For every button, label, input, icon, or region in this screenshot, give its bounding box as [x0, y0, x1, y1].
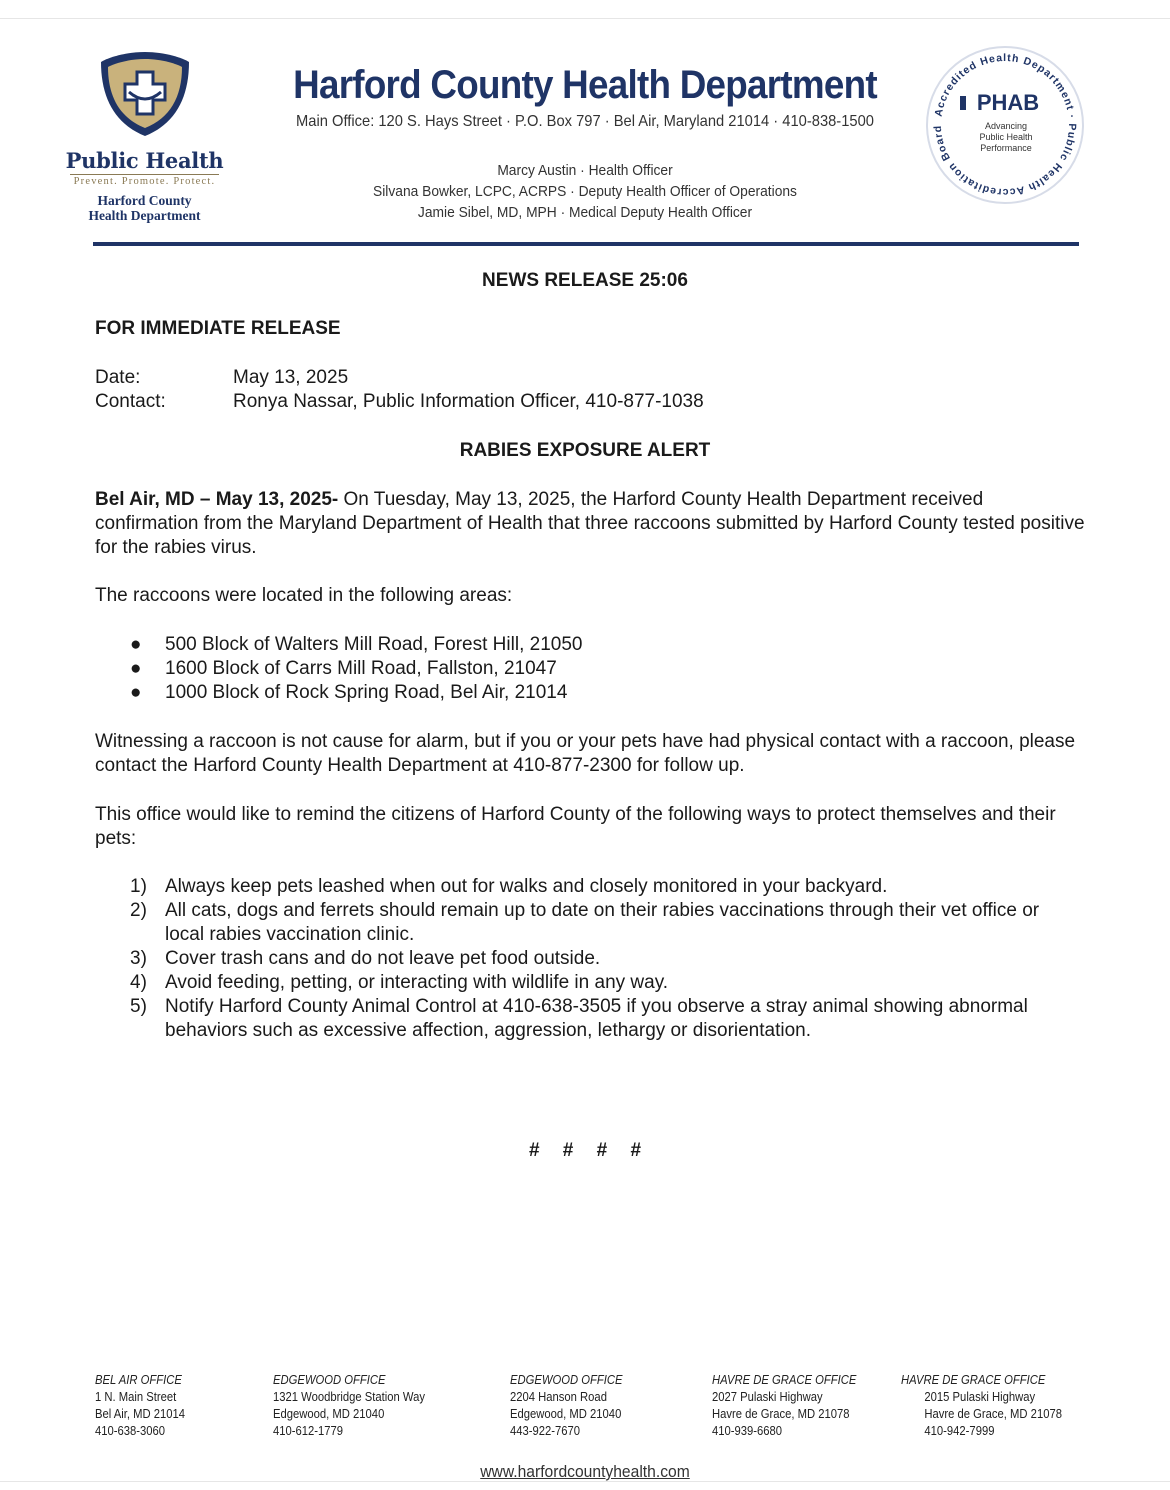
step-number: 2) [130, 900, 147, 921]
office-phone: 410-942-7999 [924, 1424, 995, 1438]
office-line1: 1321 Woodbridge Station Way [273, 1390, 425, 1404]
contact-value: Ronya Nassar, Public Information Officer, 410-877-1038 [233, 391, 704, 412]
office-name: HAVRE DE GRACE OFFICE [712, 1373, 857, 1387]
location-text: 500 Block of Walters Mill Road, Forest Hill, 21050 [165, 634, 583, 655]
dateline: Bel Air, MD – May 13, 2025- [95, 489, 339, 510]
headline: RABIES EXPOSURE ALERT [459, 440, 711, 461]
office-phone: 410-638-3060 [95, 1424, 166, 1438]
logo-dept-line2: Health Department [88, 208, 201, 223]
list-item [130, 971, 1080, 995]
office-phone: 443-922-7670 [510, 1424, 581, 1438]
officer-line: Jamie Sibel, MD, MPH · Medical Deputy Health Officer [417, 204, 753, 221]
location-text: 1600 Block of Carrs Mill Road, Fallston, 21047 [165, 658, 557, 679]
phab-seal [924, 44, 1086, 206]
contact-label: Contact: [95, 391, 166, 412]
logo-title: Public Health [65, 148, 224, 173]
step-number: 4) [130, 972, 147, 993]
list-item [130, 995, 1080, 1043]
office-line1: 2027 Pulaski Highway [712, 1390, 823, 1404]
paragraph-reminder: This office would like to remind the citizens of Harford County of the following ways to protect themselves and their pets: [95, 804, 1056, 849]
step-number: 1) [130, 876, 147, 897]
safety-steps [130, 875, 1080, 1043]
list-item [130, 899, 1080, 947]
office-name: EDGEWOOD OFFICE [510, 1373, 623, 1387]
office-name: BEL AIR OFFICE [95, 1373, 182, 1387]
officer-line: Silvana Bowker, LCPC, ACRPS · Deputy Health Officer of Operations [373, 183, 797, 200]
office-line2: Havre de Grace, MD 21078 [924, 1407, 1062, 1421]
release-number: NEWS RELEASE 25:06 [482, 270, 688, 291]
date-label: Date: [95, 367, 141, 388]
intro-text: On Tuesday, May 13, 2025, the Harford County Health Department received confirmation from the Maryland Department of Health that three raccoons submitted by Harford County tested positive for the rabies virus. [95, 489, 1085, 558]
step-text: Cover trash cans and do not leave pet food outside. [165, 948, 601, 969]
bullet-icon: ● [130, 682, 142, 703]
list-item [130, 681, 582, 705]
paragraph-intro [95, 488, 1085, 560]
office-block [510, 1372, 623, 1440]
paragraph-locations-intro: The raccoons were located in the following areas: [95, 585, 513, 606]
seal-sub1: Advancing [984, 121, 1028, 131]
release-meta [95, 366, 704, 414]
office-block [95, 1372, 185, 1440]
office-block [901, 1372, 1062, 1440]
office-line1: 2015 Pulaski Highway [924, 1390, 1036, 1404]
locations-list [130, 633, 582, 705]
officer-line: Marcy Austin · Health Officer [497, 162, 673, 179]
office-phone: 410-939-6680 [712, 1424, 783, 1438]
seal-name: PHAB [976, 90, 1040, 115]
org-name: Harford County Health Department [293, 63, 877, 107]
office-line2: Havre de Grace, MD 21078 [712, 1407, 850, 1421]
location-text: 1000 Block of Rock Spring Road, Bel Air, 21014 [165, 682, 568, 703]
step-number: 5) [130, 996, 147, 1017]
step-text: Always keep pets leashed when out for walks and closely monitored in your backyard. [165, 876, 888, 897]
website-link[interactable]: www.harfordcountyhealth.com [480, 1462, 690, 1481]
logo-dept-line1: Harford County [97, 193, 192, 208]
seal-ring-text: Accredited Health Department · Public Health Accreditation Board [931, 51, 1079, 199]
contact-row [95, 390, 704, 414]
date-value: May 13, 2025 [233, 367, 349, 388]
date-row [95, 366, 704, 390]
office-line2: Edgewood, MD 21040 [510, 1407, 622, 1421]
bullet-icon: ● [130, 658, 142, 679]
office-line1: 1 N. Main Street [95, 1390, 177, 1404]
seal-sub3: Performance [980, 143, 1032, 153]
step-number: 3) [130, 948, 147, 969]
step-text: Avoid feeding, petting, or interacting with wildlife in any way. [165, 972, 669, 993]
seal-sub2: Public Health [979, 132, 1033, 142]
office-name: HAVRE DE GRACE OFFICE [901, 1373, 1046, 1387]
list-item [130, 657, 582, 681]
office-line1: 2204 Hanson Road [510, 1390, 607, 1404]
office-name: EDGEWOOD OFFICE [273, 1373, 386, 1387]
paragraph-contact: Witnessing a raccoon is not cause for alarm, but if you or your pets have had physical contact with a raccoon, please contact the Harford County Health Department at 410-877-2300 for follow up. [95, 731, 1076, 776]
end-marks: # # # # [528, 1140, 642, 1161]
office-phone: 410-612-1779 [273, 1424, 344, 1438]
phab-seal-graphic [924, 44, 1086, 206]
office-block [273, 1372, 425, 1440]
org-address: Main Office: 120 S. Hays Street · P.O. Box 797 · Bel Air, Maryland 21014 · 410-838-1500 [296, 113, 874, 130]
step-text: All cats, dogs and ferrets should remain up to date on their rabies vaccinations through their vet office or local rabies vaccination clinic. [165, 900, 1040, 945]
logo-tagline: Prevent. Promote. Protect. [70, 174, 219, 187]
list-item [130, 947, 1080, 971]
list-item [130, 875, 1080, 899]
office-block [712, 1372, 856, 1440]
bullet-icon: ● [130, 634, 142, 655]
immediate-release: FOR IMMEDIATE RELEASE [95, 318, 341, 339]
office-line2: Bel Air, MD 21014 [95, 1407, 186, 1421]
list-item [130, 633, 582, 657]
office-line2: Edgewood, MD 21040 [273, 1407, 385, 1421]
step-text: Notify Harford County Animal Control at 410-638-3505 if you observe a stray animal showing abnormal behaviors such as excessive affection, aggression, lethargy or disorientation. [165, 996, 1028, 1041]
header-divider [93, 242, 1079, 246]
